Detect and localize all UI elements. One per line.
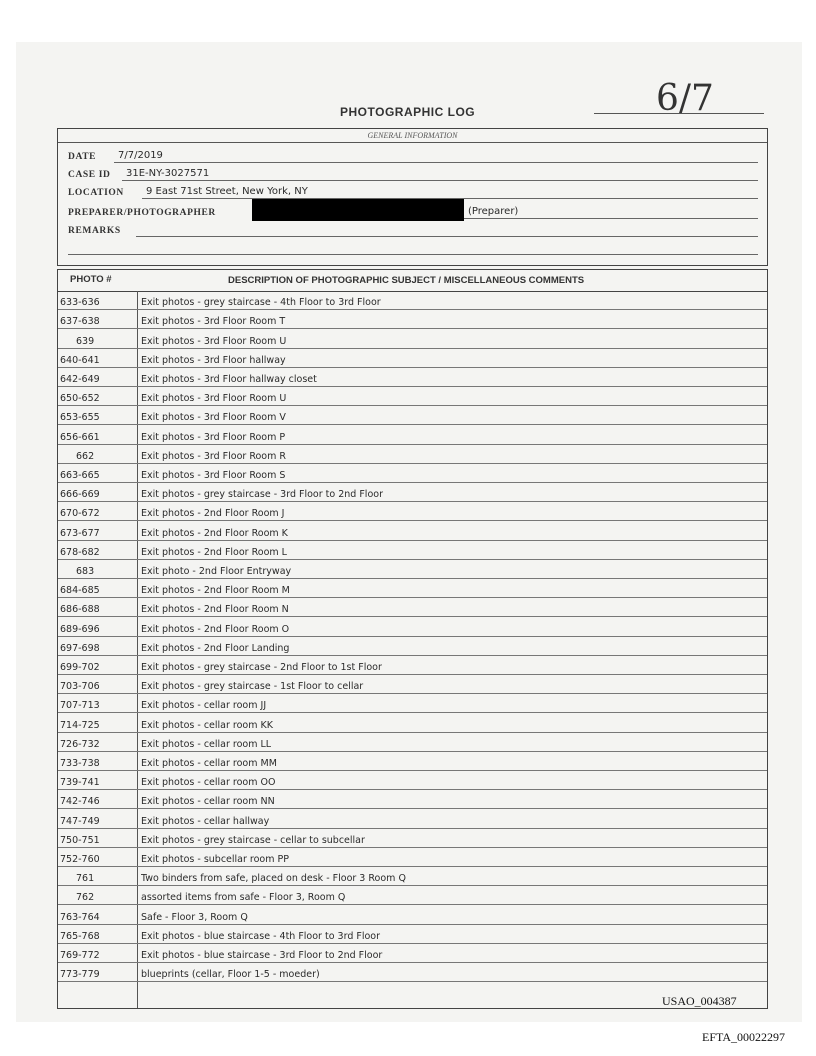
general-information-heading: GENERAL INFORMATION [58, 129, 767, 143]
description-cell: Exit photos - cellar room KK [141, 719, 273, 731]
photo-number-cell: 707-713 [60, 700, 100, 712]
table-row [58, 464, 767, 483]
description-cell: Exit photos - cellar room NN [141, 796, 275, 808]
description-cell: Exit photos - blue staircase - 3rd Floor to 2nd Floor [141, 949, 383, 961]
photo-number-cell: 769-772 [60, 949, 100, 961]
description-cell: Exit photos - cellar room LL [141, 738, 272, 750]
description-cell: Exit photos - cellar room MM [141, 757, 277, 769]
photo-number-cell: 761 [76, 873, 95, 885]
photo-number-cell: 666-669 [60, 489, 100, 501]
table-row [58, 560, 767, 579]
description-column-header: DESCRIPTION OF PHOTOGRAPHIC SUBJECT / MISCELLANEOUS COMMENTS [228, 275, 585, 286]
photo-number-cell: 733-738 [60, 757, 100, 769]
photo-number-cell: 683 [76, 565, 95, 577]
page-title: PHOTOGRAPHIC LOG [340, 105, 476, 119]
description-cell: Exit photos - 3rd Floor Room U [141, 393, 287, 405]
table-row [58, 675, 767, 694]
preparer-label: PREPARER/PHOTOGRAPHER [68, 208, 216, 218]
table-row [58, 598, 767, 617]
photo-number-cell: 762 [76, 892, 95, 904]
description-cell: Exit photos - 3rd Floor hallway closet [141, 373, 317, 385]
preparer-value: (Preparer) [468, 206, 519, 217]
table-row [58, 387, 767, 406]
table-row [58, 579, 767, 598]
table-row [58, 771, 767, 790]
photo-number-cell: 752-760 [60, 853, 100, 865]
date-label: DATE [68, 152, 97, 162]
table-row [58, 541, 767, 560]
photo-number-cell: 689-696 [60, 623, 100, 635]
table-row [58, 925, 767, 944]
table-row [58, 637, 767, 656]
date-value: 7/7/2019 [118, 150, 163, 161]
general-information-box [57, 128, 768, 266]
description-cell: Exit photos - grey staircase - 4th Floor to 3rd Floor [141, 297, 381, 309]
table-row [58, 617, 767, 636]
table-row [58, 733, 767, 752]
description-cell: Exit photos - 2nd Floor Room L [141, 546, 287, 558]
table-row [58, 310, 767, 329]
photo-number-cell: 663-665 [60, 469, 100, 481]
photo-number-cell: 662 [76, 450, 95, 462]
location-row [68, 181, 758, 199]
table-row [58, 329, 767, 348]
description-cell: Exit photos - grey staircase - 3rd Floor to 2nd Floor [141, 489, 383, 501]
bates-stamp: USAO_004387 [662, 994, 737, 1008]
photo-number-cell: 747-749 [60, 815, 100, 827]
location-label: LOCATION [68, 188, 124, 198]
date-row [68, 145, 758, 163]
description-cell: Exit photos - 2nd Floor Room O [141, 623, 290, 635]
photo-number-cell: 750-751 [60, 834, 100, 846]
redaction-block [252, 199, 464, 221]
photo-number-cell: 684-685 [60, 585, 100, 597]
photo-log-table [57, 269, 768, 1009]
table-row [58, 445, 767, 464]
description-cell: Exit photos - 3rd Floor Room V [141, 412, 286, 424]
photo-number-cell: 714-725 [60, 719, 100, 731]
description-cell: assorted items from safe - Floor 3, Room Q [141, 892, 346, 904]
description-cell: blueprints (cellar, Floor 1-5 - moeder) [141, 969, 320, 981]
photo-number-cell: 763-764 [60, 911, 100, 923]
page-number-line [594, 113, 764, 114]
case-id-label: CASE ID [68, 170, 111, 180]
photo-number-cell: 699-702 [60, 661, 100, 673]
remarks-row [68, 219, 758, 237]
description-cell: Exit photos - 3rd Floor Room S [141, 469, 286, 481]
table-row [58, 694, 767, 713]
table-row [58, 483, 767, 502]
photo-number-cell: 678-682 [60, 546, 100, 558]
photo-number-cell: 726-732 [60, 738, 100, 750]
description-cell: Exit photos - 2nd Floor Landing [141, 642, 290, 654]
description-cell: Exit photos - 2nd Floor Room M [141, 585, 290, 597]
photo-number-cell: 656-661 [60, 431, 100, 443]
location-value: 9 East 71st Street, New York, NY [146, 186, 308, 197]
table-row [58, 349, 767, 368]
table-row [58, 521, 767, 540]
photo-number-cell: 650-652 [60, 393, 100, 405]
description-cell: Exit photos - 3rd Floor Room P [141, 431, 286, 443]
description-cell: Exit photos - cellar room JJ [141, 700, 267, 712]
photo-number-cell: 637-638 [60, 316, 100, 328]
photo-number-cell: 653-655 [60, 412, 100, 424]
description-cell: Safe - Floor 3, Room Q [141, 911, 248, 923]
description-cell: Exit photos - cellar hallway [141, 815, 270, 827]
photo-column-header: PHOTO # [70, 274, 112, 285]
description-cell: Exit photos - 2nd Floor Room J [141, 508, 285, 520]
description-cell: Exit photos - grey staircase - 2nd Floor to 1st Floor [141, 661, 382, 673]
page-number: 6/7 [656, 78, 714, 119]
table-row [58, 790, 767, 809]
description-cell: Exit photos - blue staircase - 4th Floor to 3rd Floor [141, 930, 381, 942]
photo-number-cell: 642-649 [60, 373, 100, 385]
photo-number-cell: 640-641 [60, 354, 100, 366]
table-row [58, 713, 767, 732]
photo-number-cell: 697-698 [60, 642, 100, 654]
table-row [58, 848, 767, 867]
photo-number-cell: 670-672 [60, 508, 100, 520]
description-cell: Exit photos - grey staircase - cellar to subcellar [141, 834, 365, 846]
photo-number-cell: 773-779 [60, 969, 100, 981]
table-row [58, 944, 767, 963]
photo-number-cell: 686-688 [60, 604, 100, 616]
table-row [58, 963, 767, 982]
remarks-row-2 [68, 237, 758, 255]
description-cell: Exit photos - 3rd Floor Room T [141, 316, 286, 328]
description-cell: Exit photos - 3rd Floor Room R [141, 450, 286, 462]
photo-number-cell: 765-768 [60, 930, 100, 942]
photo-number-cell: 639 [76, 335, 95, 347]
table-row [58, 905, 767, 924]
photo-number-cell: 739-741 [60, 777, 100, 789]
description-cell: Exit photo - 2nd Floor Entryway [141, 565, 292, 577]
table-row [58, 291, 767, 310]
table-row [58, 867, 767, 886]
table-row [58, 502, 767, 521]
description-cell: Two binders from safe, placed on desk - Floor 3 Room Q [141, 873, 406, 885]
table-row [58, 886, 767, 905]
case-id-row [68, 163, 758, 181]
description-cell: Exit photos - subcellar room PP [141, 853, 289, 865]
description-cell: Exit photos - cellar room OO [141, 777, 276, 789]
photo-number-cell: 742-746 [60, 796, 100, 808]
table-row [58, 406, 767, 425]
table-row [58, 425, 767, 444]
table-header [58, 270, 767, 292]
table-row [58, 809, 767, 828]
table-row [58, 829, 767, 848]
table-row [58, 752, 767, 771]
case-id-value: 31E-NY-3027571 [126, 168, 210, 179]
photo-number-cell: 673-677 [60, 527, 100, 539]
table-row [58, 368, 767, 387]
efta-number: EFTA_00022297 [702, 1030, 786, 1044]
description-cell: Exit photos - 2nd Floor Room N [141, 604, 289, 616]
description-cell: Exit photos - 3rd Floor hallway [141, 354, 286, 366]
photo-number-cell: 703-706 [60, 681, 100, 693]
table-row [58, 656, 767, 675]
description-cell: Exit photos - 2nd Floor Room K [141, 527, 288, 539]
photo-number-cell: 633-636 [60, 297, 100, 309]
remarks-label: REMARKS [68, 226, 121, 236]
description-cell: Exit photos - grey staircase - 1st Floor to cellar [141, 681, 364, 693]
description-cell: Exit photos - 3rd Floor Room U [141, 335, 287, 347]
